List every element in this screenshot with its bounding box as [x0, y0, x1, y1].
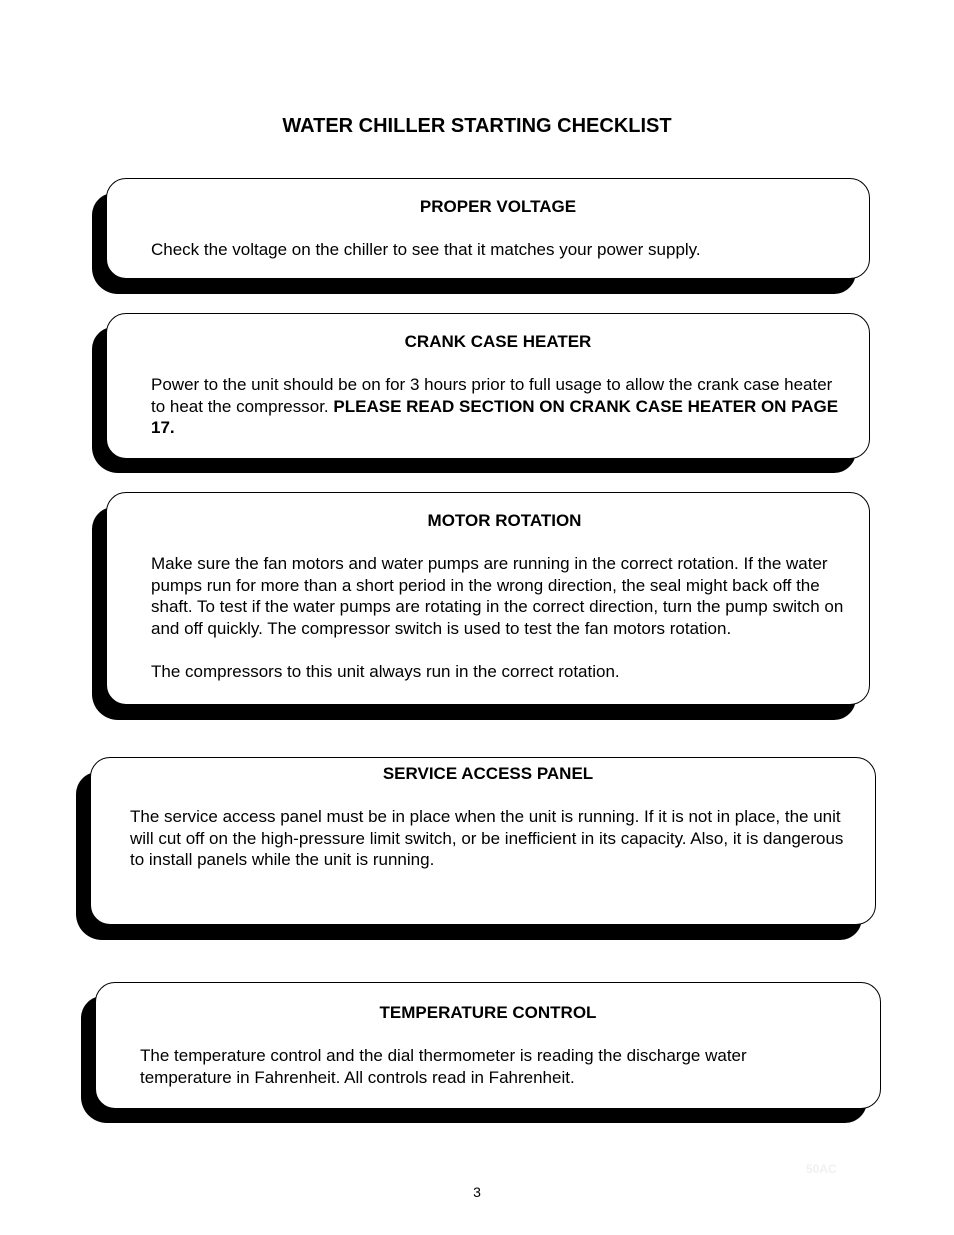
section-text	[151, 553, 857, 682]
section-paragraph: The temperature control and the dial thermometer is reading the discharge water temperature in Fahrenheit. All controls read in Fahrenheit.	[140, 1046, 747, 1087]
section-paragraph	[151, 374, 851, 439]
panel-box	[95, 982, 881, 1109]
section-heading: SERVICE ACCESS PANEL	[382, 764, 594, 783]
page-title: WATER CHILLER STARTING CHECKLIST	[282, 115, 672, 137]
section-paragraph: The service access panel must be in place when the unit is running. If it is not in place, the unit will cut off on the high-pressure limit switch, or be inefficient in its capacity. Also, it is dangerous to install panels while the unit is running.	[130, 807, 844, 869]
panel-box	[90, 757, 876, 925]
section-paragraph-bold: PLEASE READ SECTION ON CRANK CASE HEATER ON PAGE 17.	[151, 396, 839, 437]
page-number: 3	[473, 1184, 481, 1200]
section-text	[130, 806, 860, 871]
section-text	[151, 374, 851, 439]
panel-box	[106, 178, 870, 279]
section-heading: PROPER VOLTAGE	[419, 197, 577, 216]
panel-box	[106, 313, 870, 459]
section-paragraph: Make sure the fan motors and water pumps are running in the correct rotation. If the water pumps run for more than a short period in the wrong direction, the seal might back off the shaft. To test if the water pumps are rotating in the correct direction, turn the pump switch on and off quickly. The compressor switch is used to test the fan motors rotation.	[151, 554, 844, 638]
section-heading: TEMPERATURE CONTROL	[379, 1003, 597, 1022]
section-heading: MOTOR ROTATION	[427, 511, 582, 530]
section-paragraph: The compressors to this unit always run in the correct rotation.	[151, 661, 620, 681]
panel-box	[106, 492, 870, 705]
footer-code: 50AC	[806, 1162, 837, 1176]
section-paragraph: Check the voltage on the chiller to see that it matches your power supply.	[151, 240, 701, 259]
section-heading: CRANK CASE HEATER	[404, 332, 592, 351]
section-text	[140, 1045, 840, 1088]
section-text	[151, 239, 851, 261]
section-paragraph-text: Power to the unit should be on for 3 hours prior to full usage to allow the crank case heater to heat the compressor.	[151, 375, 833, 416]
